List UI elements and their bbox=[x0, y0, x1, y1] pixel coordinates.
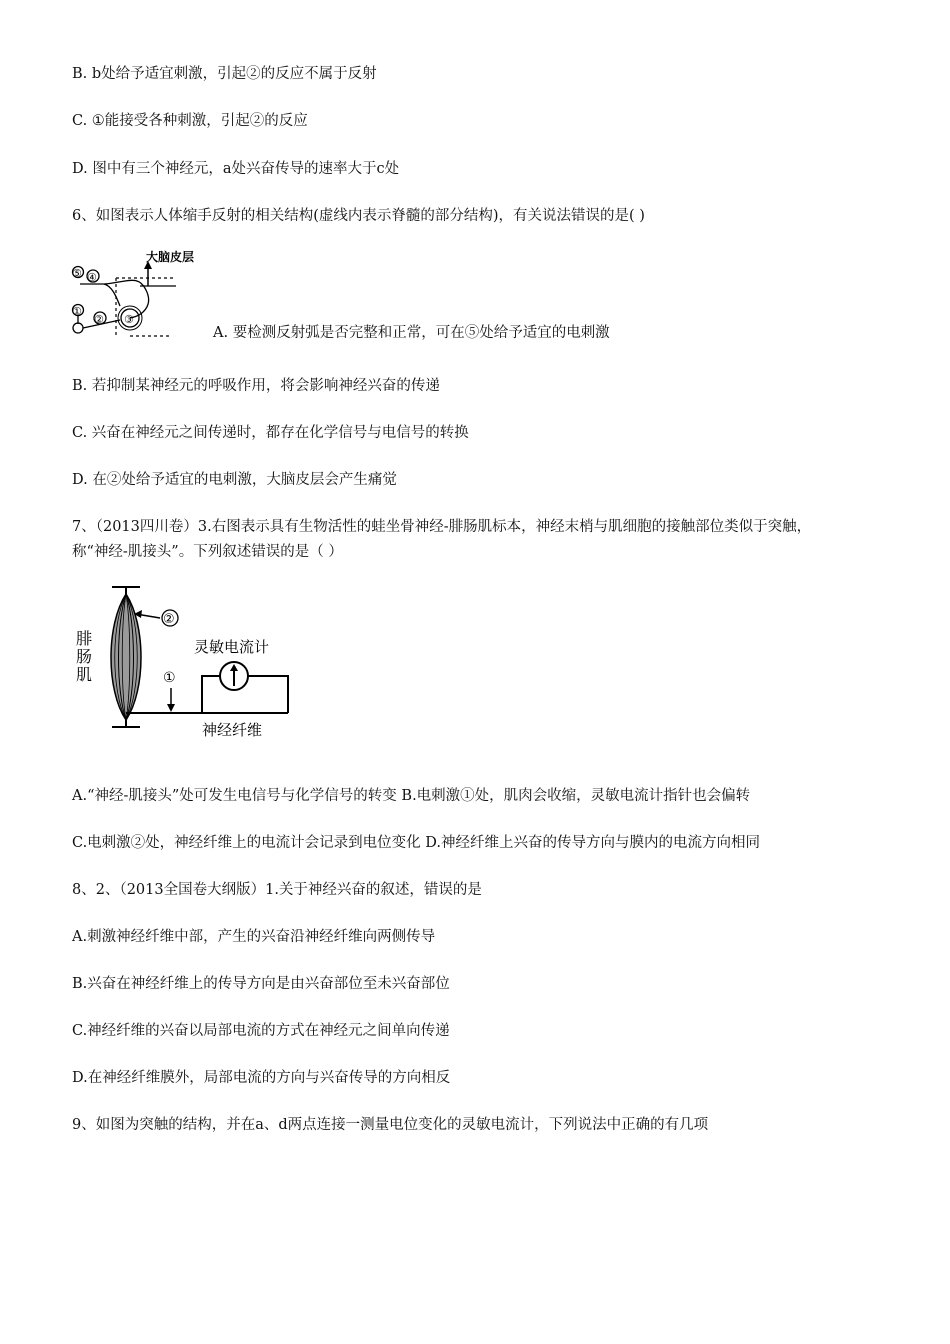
muscle-label-3: 肌 bbox=[76, 665, 93, 684]
q6-option-d: D. 在②处给予适宜的电刺激，大脑皮层会产生痛觉 bbox=[72, 472, 397, 488]
muscle-label-1: 腓 bbox=[76, 629, 93, 648]
q7-options-cd: C.电刺激②处，神经纤维上的电流计会记录到电位变化 D.神经纤维上兴奋的传导方向与膜内的电流方向相同 bbox=[72, 835, 761, 851]
q6-option-b: B. 若抑制某神经元的呼吸作用，将会影响神经兴奋的传递 bbox=[72, 378, 440, 394]
q8-option-b: B.兴奋在神经纤维上的传导方向是由兴奋部位至未兴奋部位 bbox=[72, 976, 450, 992]
reflex-arc-figure bbox=[68, 246, 208, 342]
nerve-muscle-figure bbox=[72, 580, 292, 740]
q7-stem-line2: 称“神经-肌接头”。下列叙述错误的是（ ） bbox=[72, 544, 343, 560]
galvanometer-label: 灵敏电流计 bbox=[194, 638, 270, 656]
q7-stem-line1: 7、（2013四川卷）3.右图表示具有生物活性的蛙坐骨神经-腓肠肌标本，神经末梢与肌细胞的接触部位类似于突触， bbox=[72, 519, 812, 535]
q8-option-c: C.神经纤维的兴奋以局部电流的方式在神经元之间单向传递 bbox=[72, 1023, 450, 1039]
mark-3: ③ bbox=[124, 313, 134, 326]
q6-option-a: A. 要检测反射弧是否完整和正常，可在⑤处给予适宜的电刺激 bbox=[213, 325, 610, 341]
mark-2: ② bbox=[94, 313, 104, 326]
cortex-label: 大脑皮层 bbox=[146, 250, 195, 264]
q5-option-d: D. 图中有三个神经元，a处兴奋传导的速率大于c处 bbox=[72, 161, 400, 177]
q6-option-c: C. 兴奋在神经元之间传递时，都存在化学信号与电信号的转换 bbox=[72, 425, 469, 441]
q5-option-b: B. b处给予适宜刺激，引起②的反应不属于反射 bbox=[72, 66, 377, 82]
mark-1-label: ① bbox=[163, 670, 176, 686]
mark-5: ⑤ bbox=[72, 267, 82, 280]
q6-stem: 6、如图表示人体缩手反射的相关结构(虚线内表示脊髓的部分结构)，有关说法错误的是( ) bbox=[72, 208, 645, 224]
q5-option-c: C. ①能接受各种刺激，引起②的反应 bbox=[72, 113, 308, 129]
q9-stem: 9、如图为突触的结构，并在a、d两点连接一测量电位变化的灵敏电流计，下列说法中正确的有几项 bbox=[72, 1117, 709, 1133]
q8-option-d: D.在神经纤维膜外，局部电流的方向与兴奋传导的方向相反 bbox=[72, 1070, 451, 1086]
q8-option-a: A.刺激神经纤维中部，产生的兴奋沿神经纤维向两侧传导 bbox=[72, 929, 436, 945]
mark-4: ④ bbox=[87, 271, 97, 284]
q7-options-ab: A.“神经-肌接头”处可发生电信号与化学信号的转变 B.电刺激①处，肌肉会收缩，灵敏电流计指针也会偏转 bbox=[72, 788, 751, 804]
q8-stem: 8、2、（2013全国卷大纲版）1.关于神经兴奋的叙述，错误的是 bbox=[72, 882, 482, 898]
muscle-label-2: 肠 bbox=[76, 647, 93, 666]
nerve-fiber-label: 神经纤维 bbox=[202, 721, 263, 739]
mark-2-label: ② bbox=[163, 612, 175, 627]
mark-1: ① bbox=[72, 305, 82, 318]
